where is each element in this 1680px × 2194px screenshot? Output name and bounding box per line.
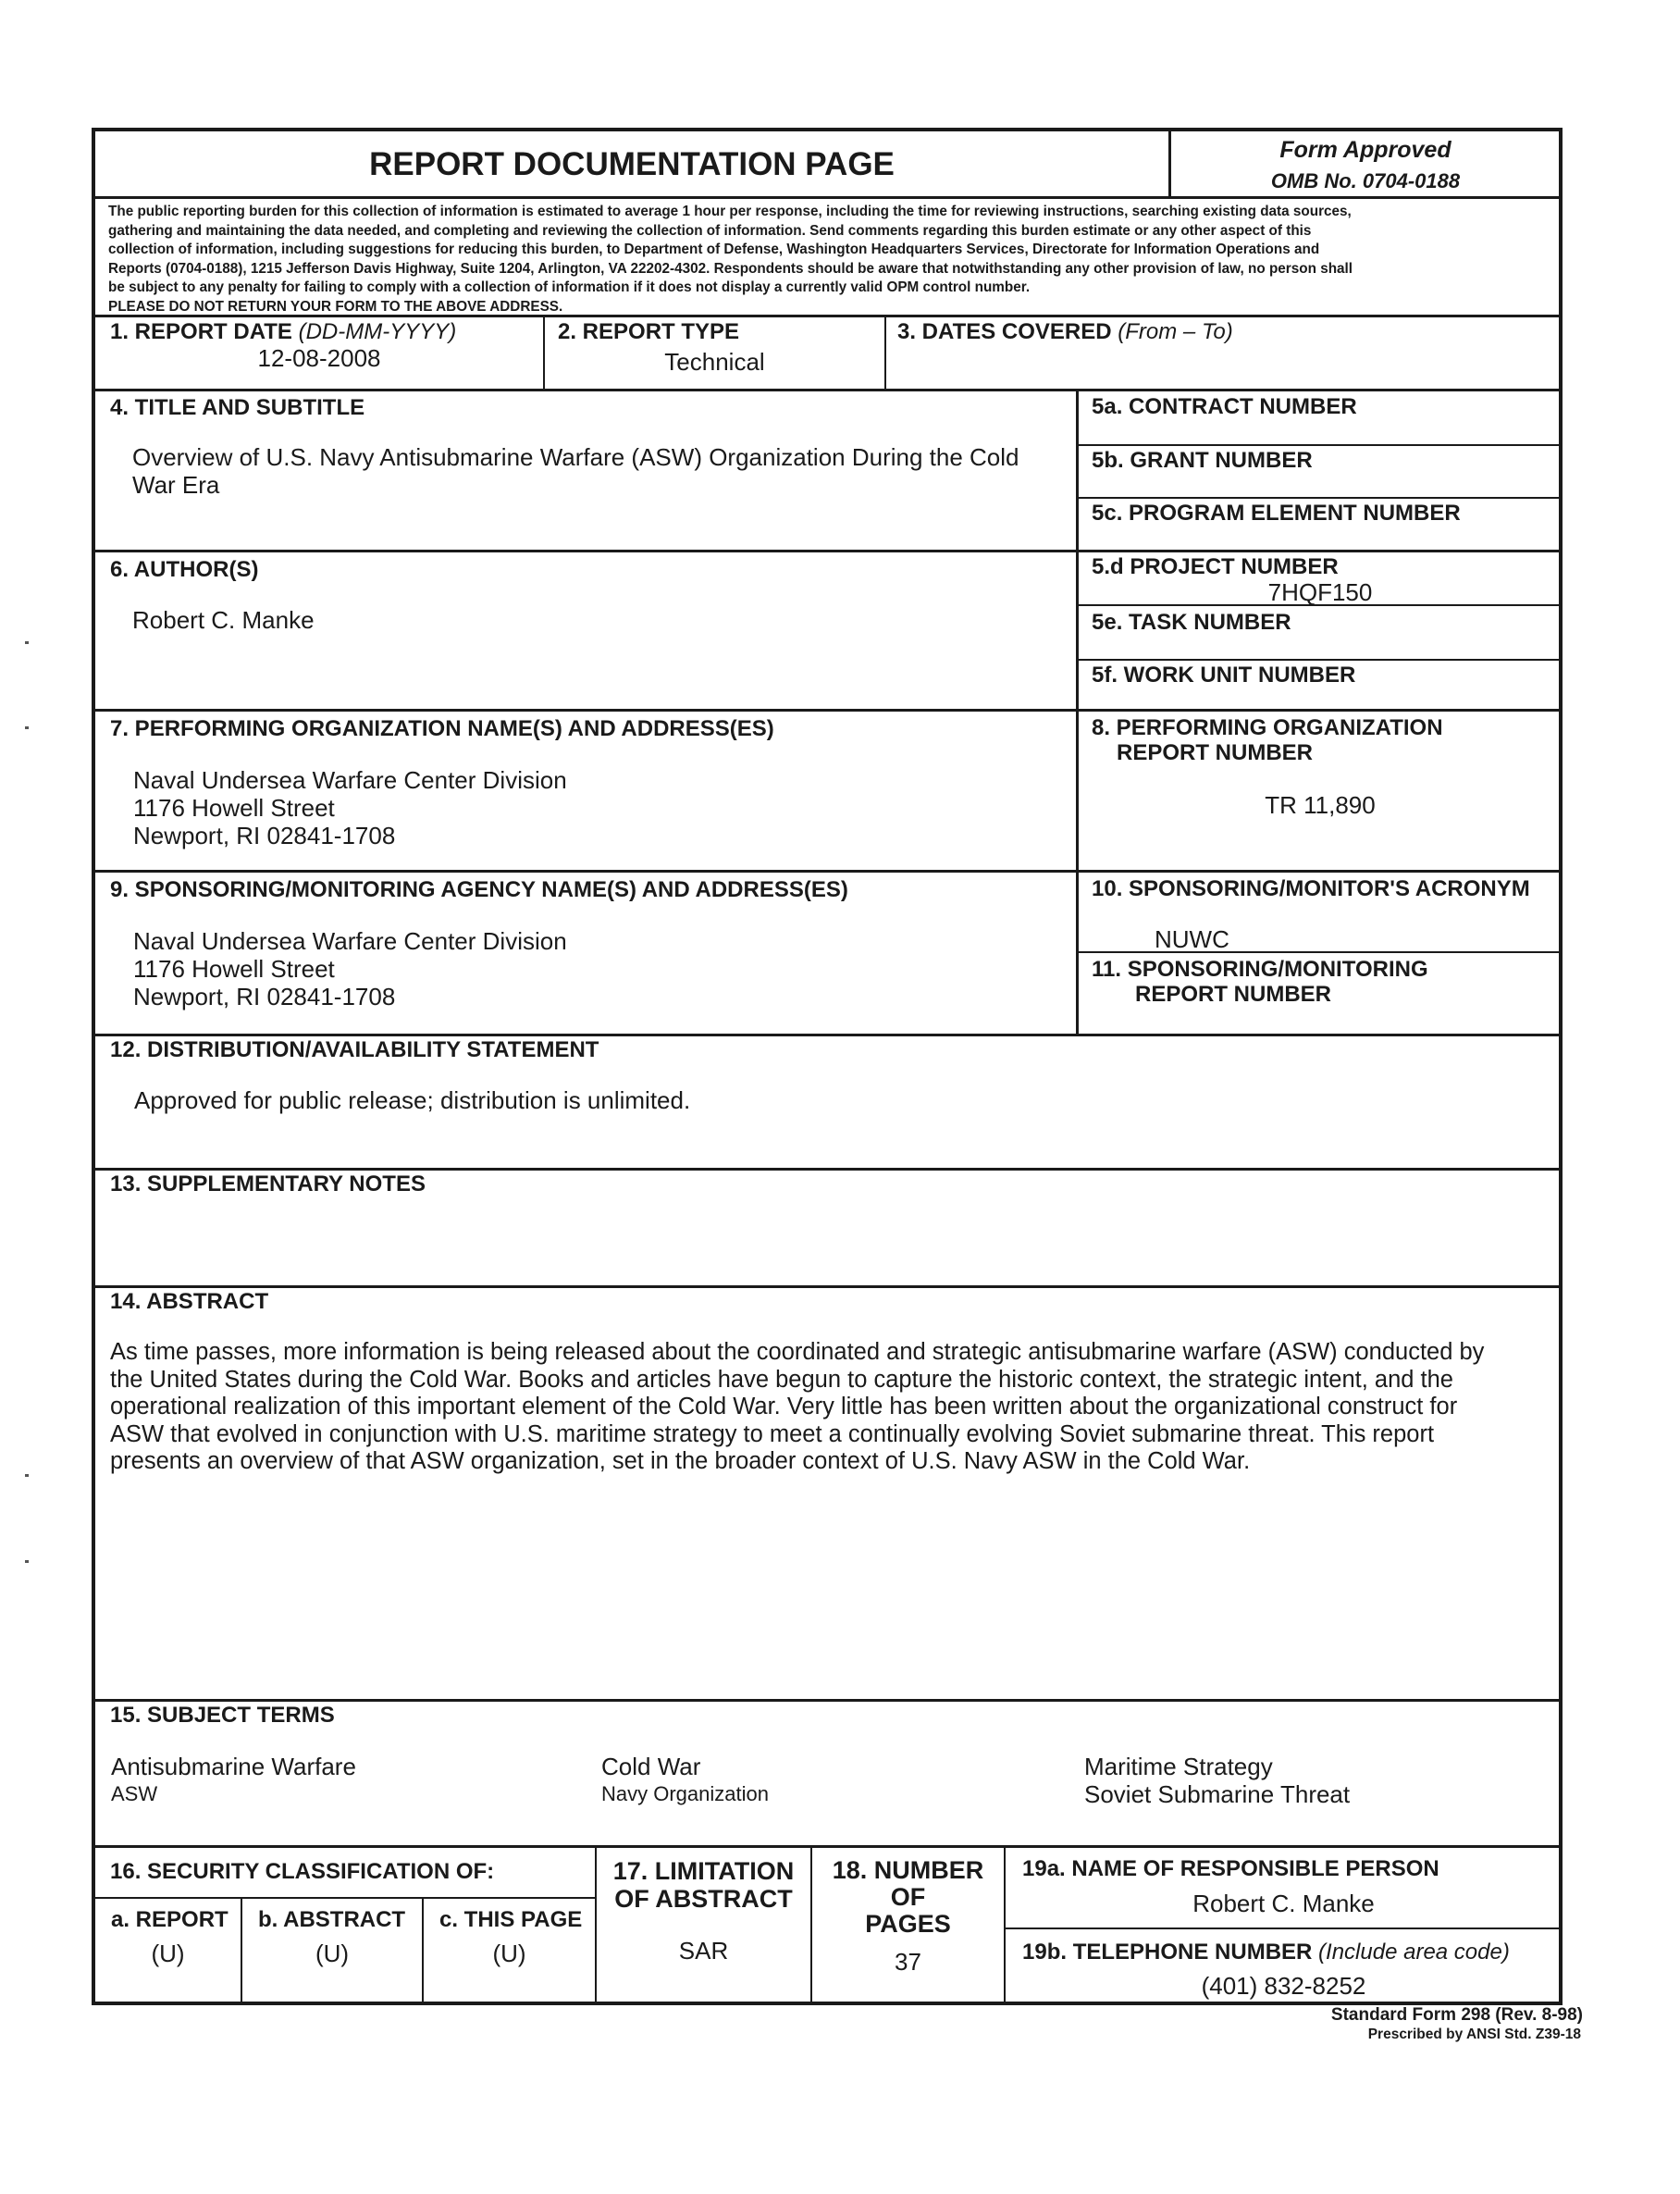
contract-number-label: 5a. CONTRACT NUMBER: [1092, 394, 1357, 419]
security-report-label: a. REPORT: [111, 1907, 229, 1932]
security-classification-label: 16. SECURITY CLASSIFICATION OF:: [110, 1859, 495, 1884]
security-abstract-value: (U): [315, 1940, 350, 1967]
abstract-text: As time passes, more information is being released about the coordinated and strategic antisubmarine warfare (ASW) conducted by the United States during the Cold War. Books and articles have begun to capture the historic context, the strategic intent, and the operational realization of this important element of the Cold War. Very little has been written about the organizational construct for ASW that evolved in conjunction with U.S. maritime strategy to meet a continually evolving Soviet submarine threat. This report presents an overview of that ASW organization, set in the broader context of U.S. Navy ASW in the Cold War.: [110, 1339, 1485, 1474]
security-this-page-value: (U): [492, 1940, 526, 1967]
distribution-value: Approved for public release; distribution is unlimited.: [134, 1086, 691, 1114]
margin-mark: [25, 1560, 29, 1563]
performing-org-label: 7. PERFORMING ORGANIZATION NAME(S) AND ADDRESS(ES): [110, 716, 774, 741]
performing-report-label: 8. PERFORMING ORGANIZATION REPORT NUMBER: [1092, 715, 1443, 765]
grant-number-label: 5b. GRANT NUMBER: [1092, 448, 1313, 473]
authors-label: 6. AUTHOR(S): [110, 557, 259, 582]
burden-notice: The public reporting burden for this collection of information is estimated to average 1 hour per response, including the time for reviewing instructions, searching existing data sources, gathering and maintaining the data needed, and completing and reviewing the collection of information. Send comments regarding this burden estimate or any other aspect of this collection of information, including suggestions for reducing this burden, to Department of Defense, Washington Headquarters Services, Directorate for Information Operations and Reports (0704-0188), 1215 Jefferson Davis Highway, Suite 1204, Arlington, VA 22202-4302. Respondents should be aware that notwithstanding any other provision of law, no person shall be subject to any penalty for failing to comply with a collection of information if it does not display a currently valid OPM control number. PLEASE DO NOT RETURN YOUR FORM TO THE ABOVE ADDRESS.: [108, 204, 1353, 315]
sponsor-acronym-value: NUWC: [1155, 925, 1229, 953]
task-number-label: 5e. TASK NUMBER: [1092, 610, 1291, 635]
sponsoring-org-value: Naval Undersea Warfare Center Division 1176 Howell Street Newport, RI 02841-1708: [133, 927, 567, 1010]
form-approved: Form Approved: [1279, 137, 1451, 163]
supplementary-label: 13. SUPPLEMENTARY NOTES: [110, 1171, 426, 1196]
project-number-label: 5.d PROJECT NUMBER: [1092, 554, 1339, 579]
subject-terms-label: 15. SUBJECT TERMS: [110, 1703, 335, 1728]
margin-mark: [25, 1474, 29, 1477]
omb-number: OMB No. 0704-0188: [1270, 169, 1461, 192]
project-number-value: 7HQF150: [1267, 578, 1373, 606]
form-number: Standard Form 298 (Rev. 8-98): [1330, 2005, 1583, 2025]
performing-report-value: TR 11,890: [1265, 791, 1376, 819]
page-title: REPORT DOCUMENTATION PAGE: [369, 146, 895, 182]
security-this-page-label: c. THIS PAGE: [439, 1907, 583, 1932]
program-element-label: 5c. PROGRAM ELEMENT NUMBER: [1092, 501, 1461, 526]
title-value: Overview of U.S. Navy Antisubmarine Warfare (ASW) Organization During the Cold War Era: [132, 443, 1019, 499]
sponsor-acronym-label: 10. SPONSORING/MONITOR'S ACRONYM: [1092, 876, 1530, 901]
limitation-value: SAR: [678, 1937, 729, 1965]
performing-org-value: Naval Undersea Warfare Center Division 1176 Howell Street Newport, RI 02841-1708: [133, 766, 567, 849]
subject-terms-col1: Antisubmarine Warfare ASW: [111, 1753, 356, 1805]
margin-mark: [25, 641, 29, 644]
subject-terms-col2: Cold War Navy Organization: [601, 1753, 769, 1805]
report-date-value: 12-08-2008: [257, 344, 381, 372]
telephone-value: (401) 832-8252: [1201, 1972, 1366, 2000]
report-date-label: 1. REPORT DATE (DD-MM-YYYY): [110, 319, 457, 344]
security-abstract-label: b. ABSTRACT: [258, 1907, 406, 1932]
security-report-value: (U): [151, 1940, 185, 1967]
report-type-label: 2. REPORT TYPE: [558, 319, 740, 344]
sponsoring-org-label: 9. SPONSORING/MONITORING AGENCY NAME(S) AND ADDRESS(ES): [110, 877, 848, 902]
limitation-label: 17. LIMITATION OF ABSTRACT: [612, 1857, 795, 1913]
sponsor-report-label: 11. SPONSORING/MONITORING REPORT NUMBER: [1092, 957, 1428, 1007]
subject-terms-col3: Maritime Strategy Soviet Submarine Threat: [1084, 1753, 1351, 1808]
authors-value: Robert C. Manke: [132, 606, 315, 634]
distribution-label: 12. DISTRIBUTION/AVAILABILITY STATEMENT: [110, 1037, 599, 1062]
dates-covered-label: 3. DATES COVERED (From – To): [897, 319, 1233, 344]
telephone-label: 19b. TELEPHONE NUMBER (Include area code): [1022, 1940, 1510, 1965]
pages-label: 18. NUMBER OF PAGES: [832, 1856, 984, 1938]
title-label: 4. TITLE AND SUBTITLE: [110, 395, 365, 420]
responsible-person-value: Robert C. Manke: [1192, 1890, 1375, 1917]
prescribed-by: Prescribed by ANSI Std. Z39-18: [1367, 2027, 1581, 2042]
report-type-value: Technical: [664, 348, 765, 376]
responsible-person-label: 19a. NAME OF RESPONSIBLE PERSON: [1022, 1856, 1439, 1881]
work-unit-label: 5f. WORK UNIT NUMBER: [1092, 663, 1356, 688]
margin-mark: [25, 726, 29, 729]
abstract-label: 14. ABSTRACT: [110, 1289, 269, 1314]
pages-value: 37: [895, 1948, 921, 1976]
